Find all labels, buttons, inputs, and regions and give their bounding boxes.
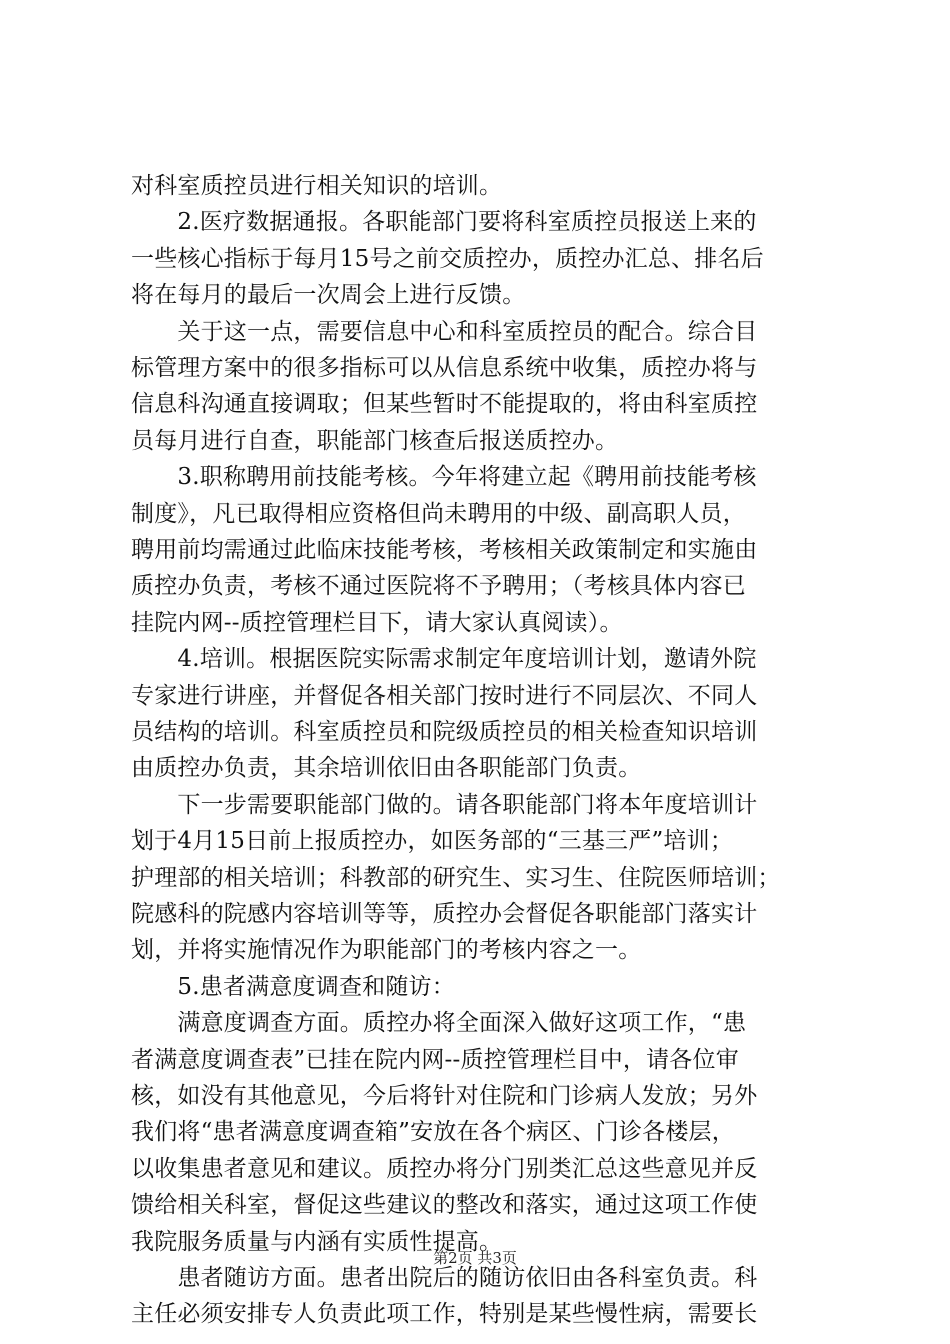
text-line: 馈给相关科室，督促这些建议的整改和落实，通过这项工作使: [131, 1192, 758, 1219]
text-line: 患者随访方面。患者出院后的随访依旧由各科室负责。科: [131, 1265, 758, 1291]
text-line: 我们将“患者满意度调查箱”安放在各个病区、门诊各楼层，: [131, 1119, 735, 1146]
text-line: 信息科沟通直接调取；但某些暂时不能提取的，将由科室质控: [131, 391, 758, 418]
text-line: 专家进行讲座，并督促各相关部门按时进行不同层次、不同人: [131, 682, 758, 709]
text-line: 聘用前均需通过此临床技能考核，考核相关政策制定和实施由: [131, 537, 758, 563]
text-line: 以收集患者意见和建议。质控办将分门别类汇总这些意见并反: [131, 1155, 758, 1182]
text-line: 5.患者满意度调查和随访：: [131, 973, 455, 1000]
text-line: 3.职称聘用前技能考核。今年将建立起《聘用前技能考核: [131, 464, 757, 491]
text-line: 员结构的培训。科室质控员和院级质控员的相关检查知识培训: [131, 719, 758, 745]
text-line: 标管理方案中的很多指标可以从信息系统中收集，质控办将与: [131, 355, 758, 381]
text-line: 一些核心指标于每月15号之前交质控办，质控办汇总、排名后: [131, 245, 764, 272]
text-line: 划于4月15日前上报质控办，如医务部的“三基三严”培训；: [131, 828, 734, 855]
text-line: 4.培训。根据医院实际需求制定年度培训计划，邀请外院: [131, 646, 757, 673]
text-line: 主任必须安排专人负责此项工作，特别是某些慢性病，需要长: [131, 1301, 758, 1328]
text-line: 满意度调查方面。质控办将全面深入做好这项工作，“患: [131, 1010, 747, 1037]
text-line: 下一步需要职能部门做的。请各职能部门将本年度培训计: [131, 791, 758, 818]
text-line: 我院服务质量与内涵有实质性提高。: [131, 1228, 503, 1255]
text-line: 者满意度调查表”已挂在院内网--质控管理栏目中，请各位审: [131, 1046, 739, 1073]
text-line: 挂院内网--质控管理栏目下，请大家认真阅读）。: [131, 609, 623, 636]
text-line: 由质控办负责，其余培训依旧由各职能部门负责。: [131, 755, 642, 782]
text-line: 划，并将实施情况作为职能部门的考核内容之一。: [131, 937, 642, 964]
text-line: 院感科的院感内容培训等等，质控办会督促各职能部门落实计: [131, 901, 758, 927]
text-line: 制度》，凡已取得相应资格但尚未聘用的中级、副高职人员，: [131, 500, 746, 527]
page-footer: 第2页 共3页: [433, 1249, 517, 1267]
text-line: 将在每月的最后一次周会上进行反馈。: [131, 282, 526, 309]
text-line: 员每月进行自查，职能部门核查后报送质控办。: [131, 427, 619, 454]
text-line: 质控办负责，考核不通过医院将不予聘用；（考核具体内容已: [131, 573, 746, 600]
text-line: 2.医疗数据通报。各职能部门要将科室质控员报送上来的: [131, 209, 757, 236]
text-line: 护理部的相关培训；科教部的研究生、实习生、住院医师培训；: [131, 864, 781, 891]
text-line: 核，如没有其他意见，今后将针对住院和门诊病人发放；另外: [131, 1083, 758, 1109]
text-line: 关于这一点，需要信息中心和科室质控员的配合。综合目: [131, 318, 758, 345]
text-line: 对科室质控员进行相关知识的培训。: [131, 173, 503, 199]
